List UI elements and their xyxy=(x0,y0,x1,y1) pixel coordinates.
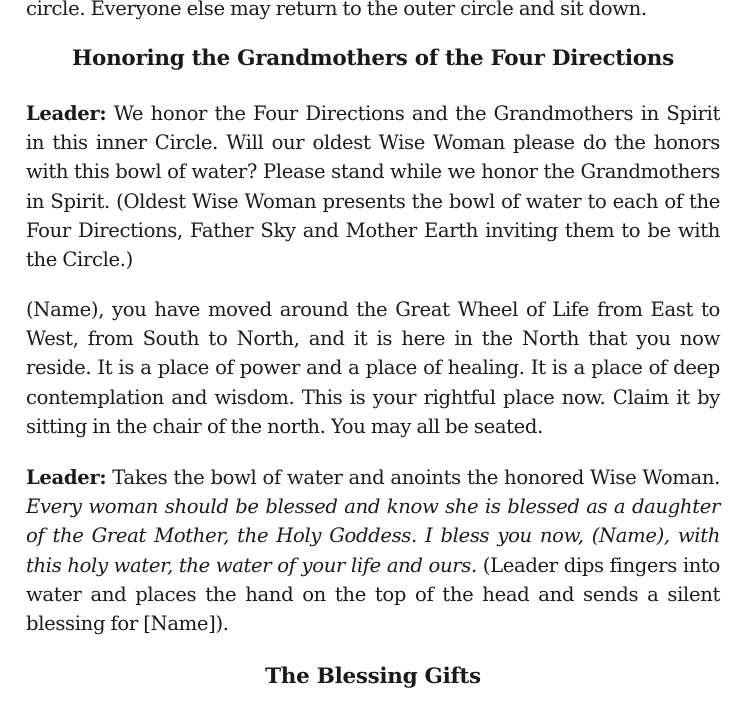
name-paragraph xyxy=(26,295,720,441)
leader-paragraph-honor xyxy=(26,99,720,274)
paragraph-text: We honor the Four Directions and the Grandmothers in Spirit in this inner Circle. Will our oldest Wise Woman please do the honors with this bowl of water? Please stand while we honor the Grandmothers in Spirit. (Oldest Wise Woman presents the bowl of water to each of the Four Directions, Father Sky and Mother Earth inviting them to be with the Circle.) xyxy=(26,102,720,272)
leader-label: Leader: xyxy=(26,102,107,125)
section-heading-grandmothers: Honoring the Grandmothers of the Four Directions xyxy=(72,46,674,71)
paragraph-text-start: Takes the bowl of water and anoints the honored Wise Woman. xyxy=(112,466,720,489)
blessing-italic-text: Every woman should be blessed and know she is blessed as a daughter of the Great Mother, the Holy Goddess. I bless you now, (Name), with this holy water, the water of your life and ours. xyxy=(26,495,720,577)
paragraph-text-end: (Leader dips fingers into water and places the hand on the top of the head and sends a silent blessing for [Name]). xyxy=(26,553,720,636)
leader-paragraph-anoint xyxy=(26,463,720,638)
paragraph-text: (Name), you have moved around the Great Wheel of Life from East to West, from South to North, and it is here in the North that you now reside. It is a place of power and a place of healing. It is a place of deep contemplation and wisdom. This is your rightful place now. Claim it by sitting in the chair of the north. You may all be seated. xyxy=(26,298,720,438)
leader-label: Leader: xyxy=(26,466,107,489)
previous-paragraph-fragment: circle. Everyone else may return to the outer circle and sit down. xyxy=(26,0,647,20)
section-heading-blessing-gifts: The Blessing Gifts xyxy=(265,664,481,689)
